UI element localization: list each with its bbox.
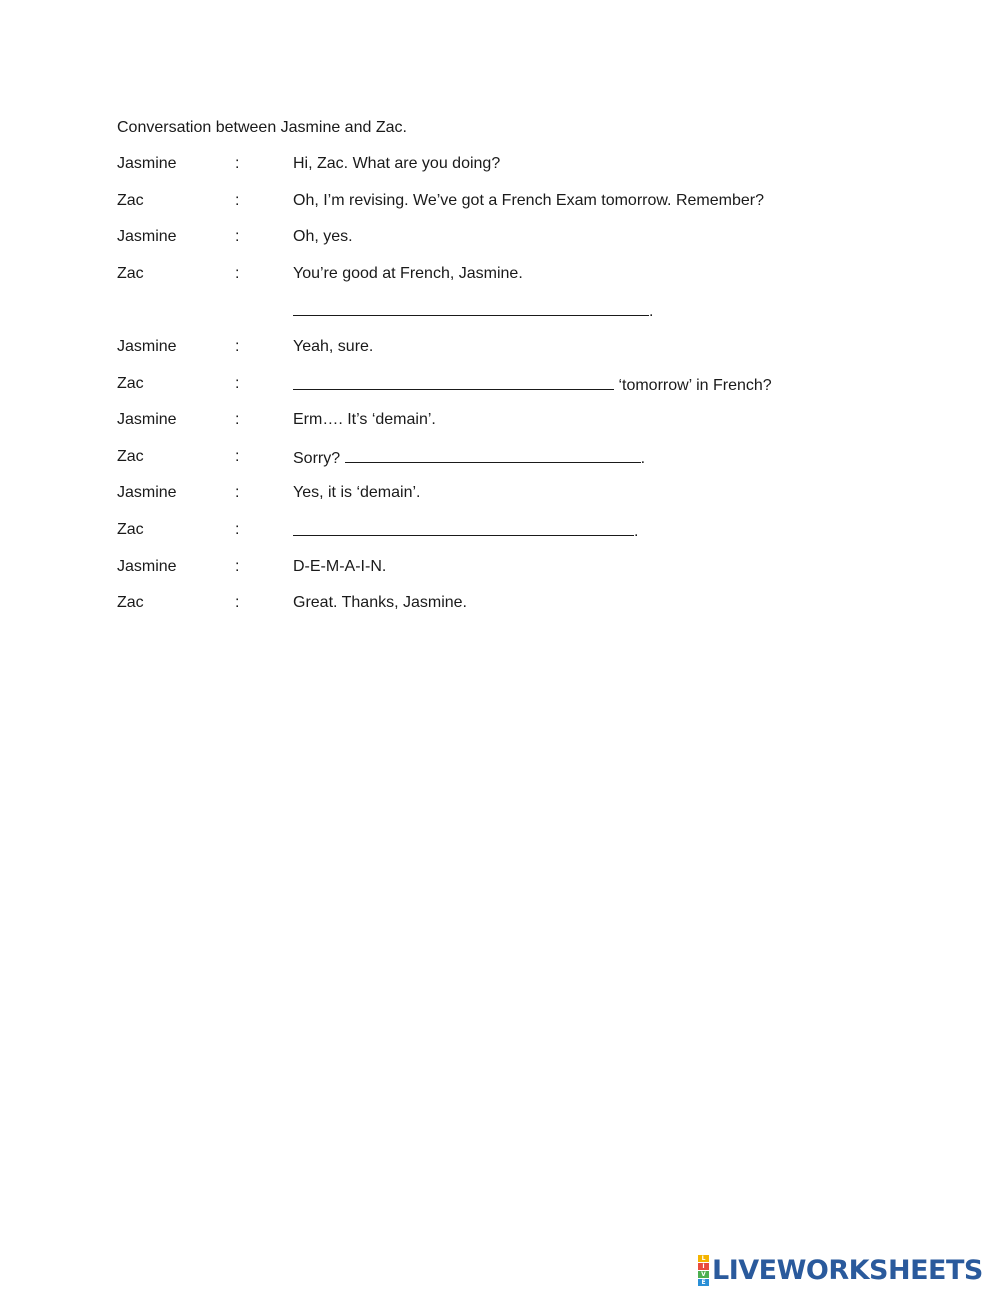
utterance xyxy=(293,373,772,397)
speaker-colon: : xyxy=(235,447,240,465)
logo-block: V xyxy=(698,1271,709,1278)
utterance xyxy=(293,446,645,470)
dialogue-line xyxy=(117,153,837,190)
utterance: Great. Thanks, Jasmine. xyxy=(293,594,467,612)
logo-blocks-icon xyxy=(698,1255,709,1286)
speaker-name: Jasmine xyxy=(117,228,177,246)
utterance: Erm…. It’s ‘demain’. xyxy=(293,411,436,429)
dialogue-line xyxy=(117,592,837,629)
speaker-colon: : xyxy=(235,264,240,282)
speaker-colon: : xyxy=(235,484,240,502)
speaker-colon: : xyxy=(235,557,240,575)
dialogue-line xyxy=(117,226,837,263)
speaker-name: Jasmine xyxy=(117,557,177,575)
speaker-colon: : xyxy=(235,337,240,355)
speaker-colon: : xyxy=(235,411,240,429)
speaker-colon: : xyxy=(235,228,240,246)
answer-blank-3[interactable] xyxy=(345,446,641,463)
dialogue-line xyxy=(117,446,837,483)
speaker-name: Zac xyxy=(117,447,144,465)
speaker-name: Zac xyxy=(117,520,144,538)
dialogue-line xyxy=(117,190,837,227)
dialogue-list xyxy=(117,153,837,629)
speaker-name: Zac xyxy=(117,594,144,612)
utterance: Yeah, sure. xyxy=(293,337,374,355)
utterance: You’re good at French, Jasmine. xyxy=(293,264,523,282)
utterance xyxy=(293,519,638,543)
dialogue-line xyxy=(117,482,837,519)
speaker-name: Jasmine xyxy=(117,484,177,502)
utterance: Oh, I’m revising. We’ve got a French Exam tomorrow. Remember? xyxy=(293,191,764,209)
speaker-colon: : xyxy=(235,374,240,392)
worksheet-title: Conversation between Jasmine and Zac. xyxy=(117,119,407,136)
speaker-name: Jasmine xyxy=(117,155,177,172)
speaker-name: Zac xyxy=(117,264,144,282)
dialogue-line xyxy=(117,263,837,300)
logo-block: L xyxy=(698,1255,709,1262)
dialogue-line xyxy=(117,373,837,410)
speaker-name: Zac xyxy=(117,191,144,209)
speaker-colon: : xyxy=(235,191,240,209)
utterance-suffix: . xyxy=(640,449,646,467)
speaker-colon: : xyxy=(235,155,240,172)
answer-blank-1[interactable] xyxy=(293,299,649,316)
utterance xyxy=(293,299,653,323)
dialogue-line-continuation xyxy=(117,299,837,336)
speaker-name: Jasmine xyxy=(117,337,177,355)
dialogue-line xyxy=(117,519,837,556)
answer-blank-2[interactable] xyxy=(293,373,614,390)
logo-wordmark: LIVEWORKSHEETS xyxy=(712,1254,983,1286)
utterance-prefix: Sorry? xyxy=(293,449,345,467)
speaker-name: Jasmine xyxy=(117,411,177,429)
utterance-suffix: ‘tomorrow’ in French? xyxy=(614,376,772,394)
utterance-suffix: . xyxy=(649,303,654,321)
answer-blank-4[interactable] xyxy=(293,519,634,536)
dialogue-line xyxy=(117,336,837,373)
liveworksheets-logo xyxy=(698,1254,983,1286)
utterance: Hi, Zac. What are you doing? xyxy=(293,155,501,172)
speaker-colon: : xyxy=(235,594,240,612)
logo-block: E xyxy=(698,1279,709,1286)
utterance: D-E-M-A-I-N. xyxy=(293,557,387,575)
utterance-suffix: . xyxy=(634,522,639,540)
utterance: Yes, it is ‘demain’. xyxy=(293,484,421,502)
utterance: Oh, yes. xyxy=(293,228,353,246)
speaker-colon: : xyxy=(235,520,240,538)
logo-block: I xyxy=(698,1263,709,1270)
dialogue-line xyxy=(117,409,837,446)
speaker-name: Zac xyxy=(117,374,144,392)
dialogue-line xyxy=(117,556,837,593)
